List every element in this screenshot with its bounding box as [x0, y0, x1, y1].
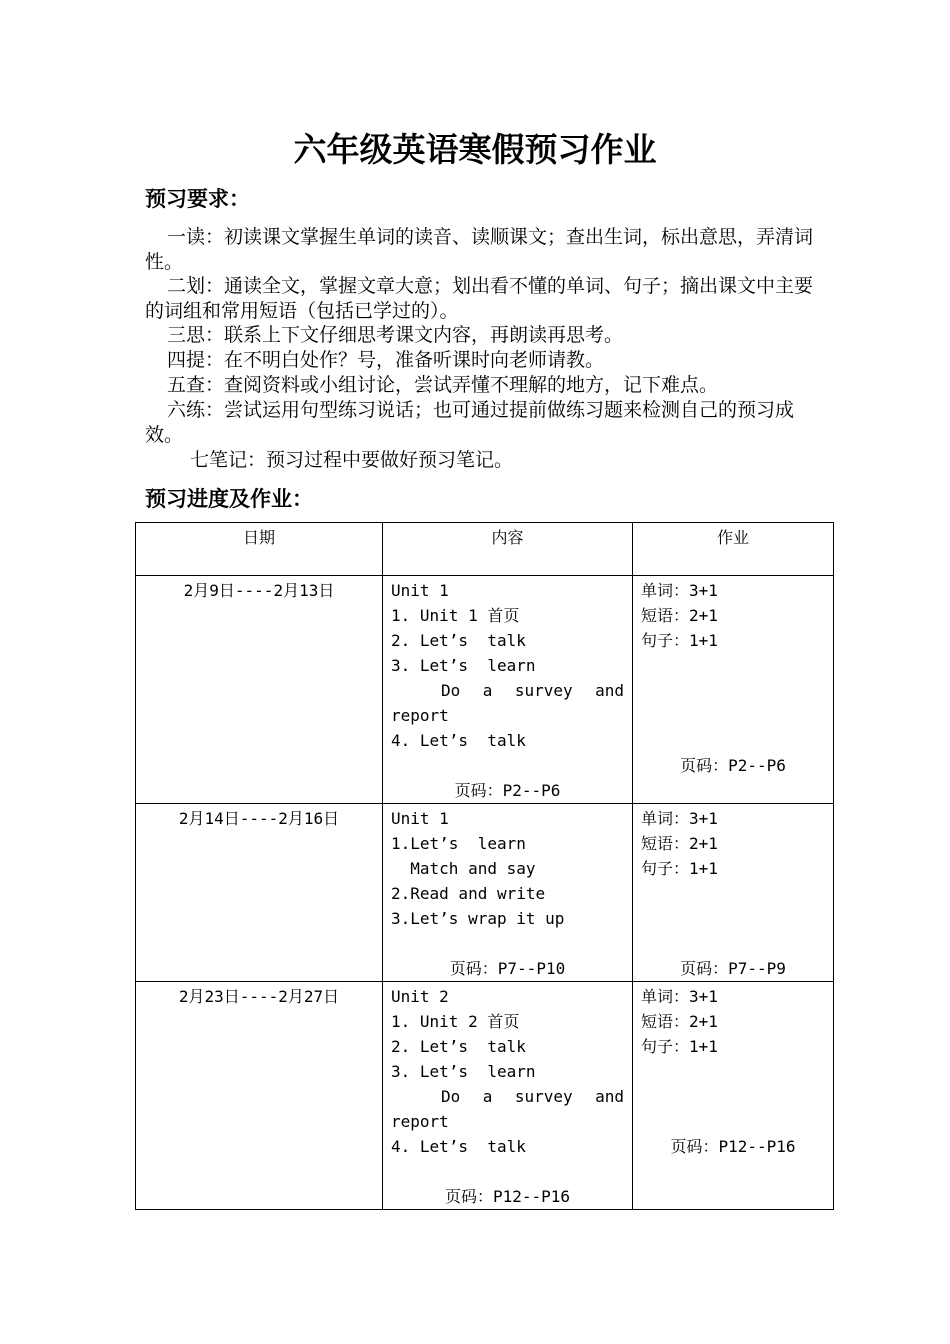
table-row	[136, 804, 834, 982]
table-header-row	[136, 523, 834, 576]
homework-cell	[633, 804, 834, 982]
homework-page-note: 页码：P7--P9	[680, 959, 786, 978]
content-page-note: 页码：P12--P16	[444, 1187, 571, 1206]
date-cell: 2月23日----2月27日	[136, 982, 383, 1210]
content-line: 4. Let’s talk	[391, 731, 526, 750]
homework-cell	[633, 576, 834, 804]
content-line: Unit 1	[391, 809, 449, 828]
table-row	[136, 576, 834, 804]
homework-words: 单词：3+1	[641, 809, 718, 828]
content-page-note: 页码：P7--P10	[449, 959, 566, 978]
requirement-notes: 七笔记：预习过程中要做好预习笔记。	[190, 449, 514, 471]
homework-words: 单词：3+1	[641, 581, 718, 600]
homework-words: 单词：3+1	[641, 987, 718, 1006]
date-cell: 2月9日----2月13日	[136, 576, 383, 804]
content-line: 2.Read and write	[391, 884, 546, 903]
header-homework: 作业	[633, 523, 834, 576]
content-cell	[383, 982, 633, 1210]
content-line: 3.Let’s wrap it up	[391, 909, 565, 928]
content-cell	[383, 804, 633, 982]
table-row	[136, 982, 834, 1210]
content-line: 1.Let’s learn	[391, 834, 526, 853]
homework-page-note: 页码：P12--P16	[670, 1137, 796, 1156]
content-line: Match and say	[391, 859, 536, 878]
schedule-heading: 预习进度及作业：	[145, 487, 313, 511]
page-title: 六年级英语寒假预习作业	[293, 130, 657, 169]
content-line: report	[391, 1112, 449, 1131]
requirement-ask: 四提：在不明白处作？号，准备听课时向老师请教。	[167, 349, 605, 371]
content-line: 2. Let’s talk	[391, 1037, 526, 1056]
content-line: Do a survey and	[441, 1087, 624, 1106]
content-line: 4. Let’s talk	[391, 1137, 526, 1156]
requirements-heading: 预习要求：	[145, 187, 250, 211]
content-line: 2. Let’s talk	[391, 631, 526, 650]
content-line: 3. Let’s learn	[391, 1062, 536, 1081]
date-cell: 2月14日----2月16日	[136, 804, 383, 982]
homework-page-note: 页码：P2--P6	[680, 756, 786, 775]
requirement-practice: 六练：尝试运用句型练习说话；也可通过提前做练习题来检测自己的预习成效。	[145, 399, 795, 446]
content-line: report	[391, 706, 449, 725]
schedule-table	[135, 522, 834, 1210]
homework-sentences: 句子：1+1	[641, 631, 718, 650]
content-line: Unit 2	[391, 987, 449, 1006]
requirement-read: 一读：初读课文掌握生单词的读音、读顺课文；查出生词，标出意思，弄清词性。	[145, 226, 814, 273]
homework-phrases: 短语：2+1	[641, 834, 718, 853]
content-line: 1. Unit 1 首页	[391, 606, 520, 625]
homework-cell	[633, 982, 834, 1210]
requirement-think: 三思：联系上下文仔细思考课文内容，再朗读再思考。	[167, 324, 624, 346]
content-line: 3. Let’s learn	[391, 656, 536, 675]
header-content: 内容	[383, 523, 633, 576]
content-line: Unit 1	[391, 581, 449, 600]
header-date: 日期	[136, 523, 383, 576]
content-cell	[383, 576, 633, 804]
homework-phrases: 短语：2+1	[641, 1012, 718, 1031]
homework-sentences: 句子：1+1	[641, 859, 718, 878]
requirement-mark: 二划：通读全文，掌握文章大意；划出看不懂的单词、句子；摘出课文中主要的词组和常用短语（包括已学过的）。	[145, 275, 814, 322]
content-line: Do a survey and	[441, 681, 624, 700]
content-line: 1. Unit 2 首页	[391, 1012, 520, 1031]
homework-phrases: 短语：2+1	[641, 606, 718, 625]
requirement-check: 五查：查阅资料或小组讨论，尝试弄懂不理解的地方，记下难点。	[167, 374, 719, 396]
content-page-note: 页码：P2--P6	[454, 781, 561, 800]
homework-sentences: 句子：1+1	[641, 1037, 718, 1056]
